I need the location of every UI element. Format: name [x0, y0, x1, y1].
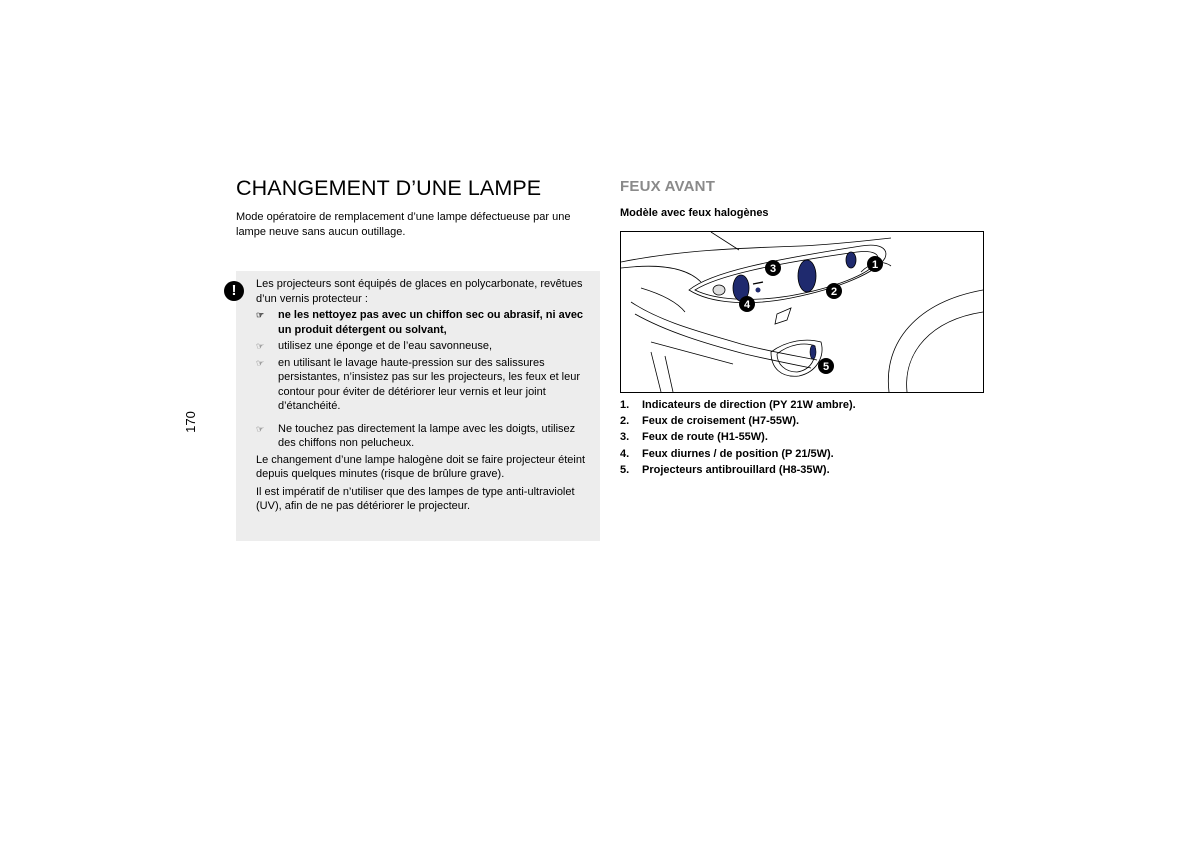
list-item	[256, 308, 592, 337]
list-item-text: Feux de route (H1-55W).	[642, 431, 768, 444]
callout-3: 3	[769, 263, 777, 275]
list-item	[256, 339, 592, 354]
exclamation-icon: !	[224, 281, 244, 301]
list-number: 3.	[620, 431, 630, 444]
list-item-text: utilisez une éponge et de l’eau savonneuse,	[278, 340, 493, 352]
section-subtitle: Modèle avec feux halogènes	[620, 207, 769, 219]
list-item-text: en utilisant le lavage haute-pression sur des salissures persistantes, n’insistez pas sur les projecteurs, les feux et leur contour pour éviter de détériorer leur vernis et leur joint d’étanchéité.	[278, 356, 581, 412]
bulb-list	[620, 397, 856, 478]
list-number: 2.	[620, 415, 630, 428]
list-item	[620, 429, 856, 445]
list-item-text: ne les nettoyez pas avec un chiffon sec ou abrasif, ni avec un produit détergent ou solvant,	[278, 309, 584, 336]
callout-4: 4	[743, 299, 751, 311]
halogen-note: Le changement d’une lampe halogène doit se faire projecteur éteint depuis quelques minutes (risque de brûlure grave).	[256, 453, 586, 480]
intro-text: Mode opératoire de remplacement d’une lampe défectueuse par une lampe neuve sans aucun outillage.	[236, 211, 571, 238]
pointing-hand-icon: ☞	[256, 310, 265, 320]
callout-1: 1	[871, 259, 879, 271]
callout-5: 5	[822, 361, 830, 373]
pointing-hand-icon: ☞	[256, 423, 265, 434]
list-item	[620, 397, 856, 413]
list-item	[256, 422, 592, 451]
list-item-text: Ne touchez pas directement la lampe avec les doigts, utilisez des chiffons non pelucheux.	[278, 422, 576, 449]
list-number: 5.	[620, 463, 630, 476]
list-item	[620, 446, 856, 462]
section-title: FEUX AVANT	[620, 178, 716, 195]
list-item-text: Projecteurs antibrouillard (H8-35W).	[642, 463, 830, 476]
list-item-text: Indicateurs de direction (PY 21W ambre).	[642, 399, 856, 411]
warning-lead: Les projecteurs sont équipés de glaces en polycarbonate, revêtues d’un vernis protecteur :	[256, 278, 583, 305]
callout-2: 2	[830, 286, 838, 298]
list-item	[620, 413, 856, 429]
page-title: CHANGEMENT D’UNE LAMPE	[236, 176, 542, 200]
list-item-text: Feux de croisement (H7-55W).	[642, 415, 800, 428]
warning-list-secondary	[256, 422, 592, 451]
pointing-hand-icon: ☞	[256, 357, 265, 368]
warning-list	[256, 308, 592, 414]
page-number: 170	[183, 411, 198, 433]
list-item-text: Feux diurnes / de position (P 21/5W).	[642, 447, 834, 460]
headlamp-drawing	[621, 232, 983, 392]
list-number: 1.	[620, 399, 630, 411]
headlamp-illustration	[620, 231, 984, 393]
list-number: 4.	[620, 447, 630, 460]
list-item	[620, 462, 856, 478]
list-item	[256, 356, 592, 414]
uv-note: Il est impératif de n’utiliser que des lampes de type anti-ultraviolet (UV), afin de ne pas détériorer le projecteur.	[256, 485, 575, 512]
warning-content	[256, 277, 592, 514]
pointing-hand-icon: ☞	[256, 341, 265, 351]
